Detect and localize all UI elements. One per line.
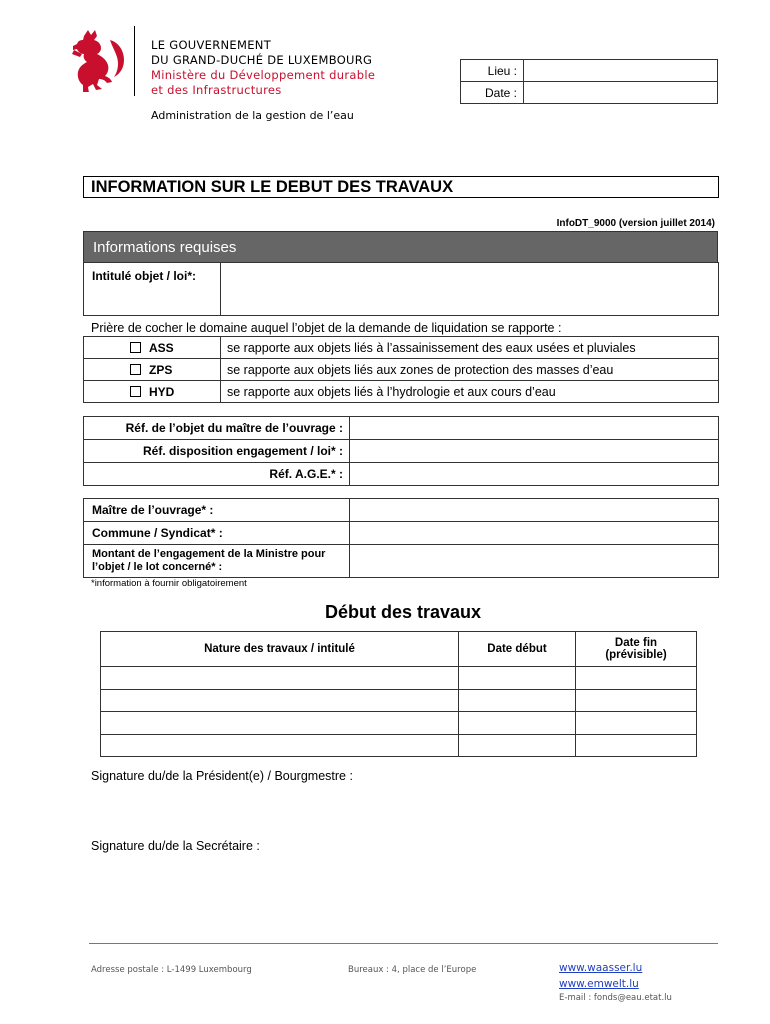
date-fin-line-2: (prévisible) xyxy=(605,649,667,661)
header-divider xyxy=(134,26,135,96)
domain-code: HYD xyxy=(149,384,175,399)
intitule-table xyxy=(83,262,719,316)
red-lion-icon xyxy=(70,30,126,92)
section-header: Informations requises xyxy=(83,231,718,263)
amount-label xyxy=(84,545,350,578)
table-row xyxy=(101,712,697,735)
works-title: Début des travaux xyxy=(324,602,482,622)
intitule-field[interactable] xyxy=(221,263,719,316)
amount-field[interactable] xyxy=(350,545,719,578)
checkbox-icon[interactable] xyxy=(130,364,141,375)
domain-option-hyd[interactable] xyxy=(84,381,221,403)
references-table xyxy=(83,416,719,486)
works-cell[interactable] xyxy=(576,712,697,735)
amount-label-line-1: Montant de l’engagement de la Ministre pour xyxy=(92,548,326,560)
ref-disposition-field[interactable] xyxy=(350,440,719,463)
intitule-label: Intitulé objet / loi*: xyxy=(84,263,221,316)
works-cell[interactable] xyxy=(576,734,697,757)
works-cell[interactable] xyxy=(101,667,459,690)
checkbox-icon[interactable] xyxy=(130,386,141,397)
date-fin-line-1: Date fin xyxy=(614,637,658,649)
footer-bureaux: Bureaux : 4, place de l’Europe xyxy=(348,965,477,975)
works-table xyxy=(100,631,697,757)
works-cell[interactable] xyxy=(459,734,576,757)
owner-label: Maître de l’ouvrage* : xyxy=(84,499,350,522)
works-cell[interactable] xyxy=(101,689,459,712)
works-cell[interactable] xyxy=(459,712,576,735)
footer-link-emwelt[interactable]: www.emwelt.lu xyxy=(559,978,639,990)
domain-table xyxy=(83,336,719,403)
footer-link-waasser[interactable]: www.waasser.lu xyxy=(559,962,643,974)
ref-owner-field[interactable] xyxy=(350,417,719,440)
footer-email: E-mail : fonds@eau.etat.lu xyxy=(559,993,672,1003)
administration-name: Administration de la gestion de l’eau xyxy=(151,109,354,122)
domain-description: se rapporte aux objets liés à l’assainissement des eaux usées et pluviales xyxy=(221,337,719,359)
checkbox-icon[interactable] xyxy=(130,342,141,353)
ministry-line-1: Ministère du Développement durable xyxy=(151,68,376,82)
government-header xyxy=(151,38,375,98)
commune-field[interactable] xyxy=(350,522,719,545)
gov-line-2: DU GRAND-DUCHÉ DE LUXEMBOURG xyxy=(151,53,373,67)
owner-table xyxy=(83,498,719,578)
footer-address: Adresse postale : L-1499 Luxembourg xyxy=(91,965,252,975)
table-row xyxy=(101,689,697,712)
table-row xyxy=(101,667,697,690)
footer-divider xyxy=(89,943,718,944)
domain-description: se rapporte aux objets liés aux zones de protection des masses d’eau xyxy=(221,359,719,381)
owner-field[interactable] xyxy=(350,499,719,522)
table-row xyxy=(101,734,697,757)
signature-president-label: Signature du/de la Président(e) / Bourgmestre : xyxy=(91,769,353,783)
lieu-field[interactable] xyxy=(524,60,718,82)
works-cell[interactable] xyxy=(459,667,576,690)
form-title: INFORMATION SUR LE DEBUT DES TRAVAUX xyxy=(83,176,719,198)
works-header-date-fin xyxy=(576,632,697,667)
date-field[interactable] xyxy=(524,82,718,104)
works-cell[interactable] xyxy=(101,712,459,735)
footnote: *information à fournir obligatoirement xyxy=(91,578,247,589)
works-cell[interactable] xyxy=(576,667,697,690)
lieu-label: Lieu : xyxy=(461,60,524,82)
signature-secretary-label: Signature du/de la Secrétaire : xyxy=(91,839,260,853)
domain-option-zps[interactable] xyxy=(84,359,221,381)
gov-line-1: LE GOUVERNEMENT xyxy=(151,38,272,52)
domain-code: ZPS xyxy=(149,362,173,377)
ref-disposition-label: Réf. disposition engagement / loi* : xyxy=(84,440,350,463)
domain-instruction: Prière de cocher le domaine auquel l’objet de la demande de liquidation se rapporte : xyxy=(91,321,562,335)
commune-label: Commune / Syndicat* : xyxy=(84,522,350,545)
domain-description: se rapporte aux objets liés à l’hydrologie et aux cours d’eau xyxy=(221,381,719,403)
amount-label-line-2: l’objet / le lot concerné* : xyxy=(92,561,223,573)
form-reference: InfoDT_9000 (version juillet 2014) xyxy=(556,218,715,229)
lieu-date-table xyxy=(460,59,718,104)
domain-code: ASS xyxy=(149,340,174,355)
date-label: Date : xyxy=(461,82,524,104)
ref-owner-label: Réf. de l’objet du maître de l’ouvrage : xyxy=(84,417,350,440)
ref-age-label: Réf. A.G.E.* : xyxy=(84,463,350,486)
works-header-nature: Nature des travaux / intitulé xyxy=(101,632,459,667)
ref-age-field[interactable] xyxy=(350,463,719,486)
works-cell[interactable] xyxy=(576,689,697,712)
works-header-date-debut: Date début xyxy=(459,632,576,667)
works-cell[interactable] xyxy=(101,734,459,757)
domain-option-ass[interactable] xyxy=(84,337,221,359)
ministry-line-2: et des Infrastructures xyxy=(151,83,282,97)
works-cell[interactable] xyxy=(459,689,576,712)
